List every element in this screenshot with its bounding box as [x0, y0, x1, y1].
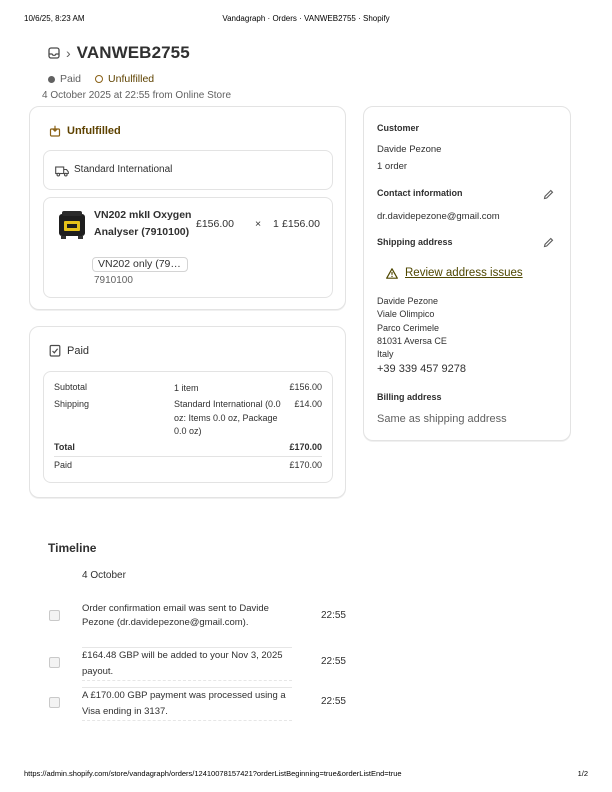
review-address-issues-link[interactable]: [386, 267, 523, 279]
payment-title: Paid: [67, 344, 90, 357]
unfulfilled-title: Unfulfilled: [67, 125, 121, 137]
edit-contact-pencil-icon[interactable]: [543, 189, 554, 200]
quantity: 1: [273, 218, 279, 230]
summary-label: Total: [54, 442, 75, 452]
timeline-checkbox-icon[interactable]: [49, 697, 60, 708]
unfulfilled-card: [29, 106, 346, 310]
line-item: [43, 197, 333, 298]
customer-card: [363, 106, 571, 441]
timeline-date: 4 October: [82, 570, 126, 581]
product-thumbnail[interactable]: [57, 209, 87, 241]
unfulfilled-heading: [49, 125, 121, 137]
timeline-heading: Timeline: [48, 541, 97, 555]
order-header: [48, 43, 190, 63]
line-total: £156.00: [282, 218, 320, 230]
address-line1: Viale Olimpico: [377, 309, 435, 320]
orders-icon[interactable]: [48, 47, 60, 59]
multiply-sign: ×: [255, 218, 262, 230]
edit-shipping-pencil-icon[interactable]: [543, 237, 554, 248]
timeline-event-time: 22:55: [320, 610, 346, 621]
customer-order-count-link[interactable]: 1 order: [377, 161, 408, 172]
timeline-event-time: 22:55: [320, 696, 346, 707]
shipping-address: [377, 295, 466, 377]
contact-heading: Contact information: [377, 188, 463, 198]
address-phone: +39 339 457 9278: [377, 363, 467, 376]
print-header: [24, 14, 588, 26]
billing-address-heading: Billing address: [377, 392, 442, 402]
summary-amount: £170.00: [289, 442, 322, 452]
timeline-event-text: Order confirmation email was sent to Davide Pezone (dr.davidepezone@gmail.com).: [82, 603, 269, 628]
timeline-event: [48, 687, 348, 717]
summary-desc: Standard International (0.0 oz: Items 0.0 oz, Package 0.0 oz): [174, 399, 281, 436]
billing-address-text: Same as shipping address: [377, 413, 507, 425]
timeline-event: [48, 602, 348, 632]
summary-label: Paid: [54, 460, 73, 470]
address-name: Davide Pezone: [377, 296, 439, 306]
payment-summary: [43, 371, 333, 483]
unfulfilled-ring-icon: [95, 75, 103, 83]
summary-label: Subtotal: [54, 382, 88, 392]
print-date: 10/6/25, 8:23 AM: [24, 14, 85, 23]
breadcrumb-separator: ›: [66, 45, 71, 61]
timeline-checkbox-icon[interactable]: [49, 610, 60, 621]
customer-heading: Customer: [377, 123, 420, 133]
review-address-issues-label: Review address issues: [405, 267, 523, 279]
timeline-checkbox-icon[interactable]: [49, 657, 60, 668]
customer-email-link[interactable]: dr.davidepezone@gmail.com: [377, 211, 500, 222]
product-sku: 7910100: [94, 275, 133, 286]
summary-divider: [54, 456, 322, 457]
summary-desc: 1 item: [174, 383, 199, 393]
fulfillment-status-badge: [95, 73, 154, 85]
timeline-event-text: £164.48 GBP will be added to your Nov 3, 2025 payout.: [82, 647, 292, 681]
customer-name-link[interactable]: Davide Pezone: [377, 144, 442, 155]
product-title-link[interactable]: VN202 mkII Oxygen Analyser (7910100): [94, 209, 192, 238]
fulfillment-status-label: Unfulfilled: [108, 73, 155, 85]
paid-dot-icon: [48, 76, 55, 83]
address-country: Italy: [377, 349, 394, 360]
status-badges: [48, 73, 154, 85]
payment-heading: [49, 344, 89, 357]
print-footer: [24, 769, 588, 781]
summary-label: Shipping: [54, 399, 90, 409]
timeline-event-time: 22:55: [320, 656, 346, 667]
payment-status-label: Paid: [60, 73, 82, 85]
page-title: VANWEB2755: [76, 43, 190, 62]
truck-icon: [55, 165, 69, 177]
print-page-number: 1/2: [577, 769, 588, 778]
address-city: 81031 Aversa CE: [377, 335, 447, 346]
summary-amount: £156.00: [289, 382, 322, 392]
print-url: https://admin.shopify.com/store/vandagraph/orders/12410078157421?orderListBeginning=true&orderListEnd=true: [24, 769, 402, 778]
summary-amount: £14.00: [294, 399, 322, 409]
fulfillment-box-icon: [49, 125, 61, 137]
shipping-address-heading: Shipping address: [377, 237, 453, 247]
summary-amount: £170.00: [289, 460, 322, 470]
address-line2: Parco Cerimele: [377, 322, 440, 333]
shipping-method: Standard International: [74, 164, 173, 175]
print-title: Vandagraph · Orders · VANWEB2755 · Shopify: [222, 14, 390, 23]
receipt-check-icon: [49, 344, 61, 357]
payment-status-badge: [48, 73, 81, 85]
unit-price: £156.00: [196, 218, 234, 230]
warning-icon: [386, 268, 398, 279]
shipping-method-box: [43, 150, 333, 190]
variant-tag: VN202 only (79…: [92, 257, 188, 272]
order-meta: 4 October 2025 at 22:55 from Online Store: [42, 90, 231, 101]
timeline-event-text: A £170.00 GBP payment was processed using a Visa ending in 3137.: [82, 687, 292, 721]
timeline-event: [48, 647, 348, 677]
payment-card: [29, 326, 346, 498]
